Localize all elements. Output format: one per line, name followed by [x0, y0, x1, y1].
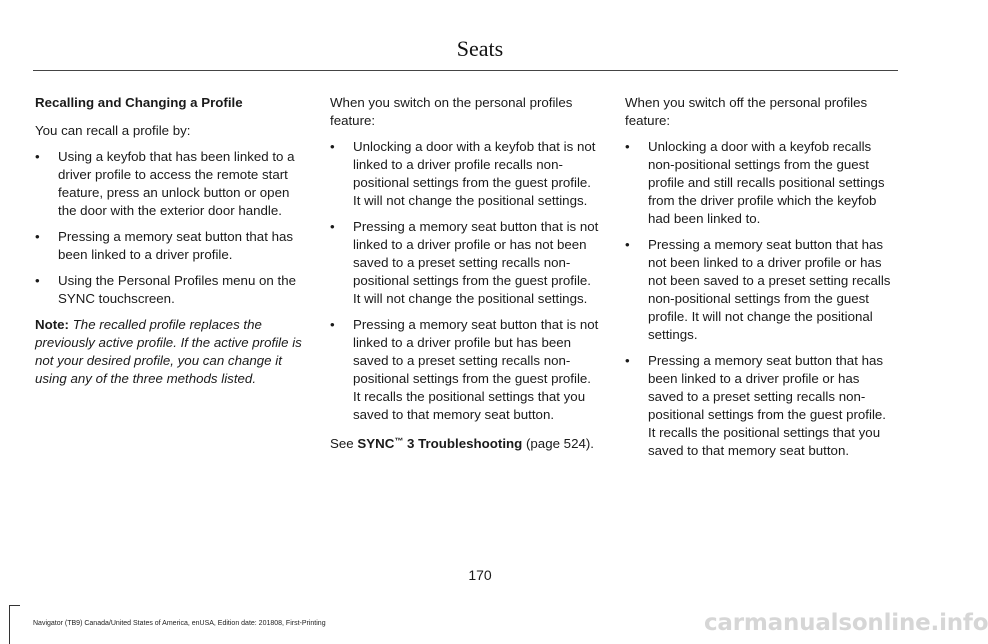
watermark-logo: carmanualsonline.info [704, 610, 988, 636]
crop-mark [9, 605, 20, 644]
page-number: 170 [468, 567, 492, 583]
link-text-rest: 3 Troubleshooting [407, 436, 523, 451]
bullet-glyph: • [625, 237, 630, 252]
list-item [625, 236, 895, 344]
bullet-glyph: • [35, 273, 40, 288]
bullet-glyph: • [625, 139, 630, 154]
list-item [35, 228, 305, 264]
list-item [625, 138, 895, 228]
note-label: Note: [35, 317, 69, 332]
see-prefix: See [330, 436, 354, 451]
bullet-glyph: • [330, 139, 335, 154]
bullet-glyph: • [35, 229, 40, 244]
intro-text: When you switch on the personal profiles feature: [330, 95, 573, 128]
list-item [35, 272, 305, 308]
footer-edition-text: Navigator (TB9) Canada/United States of America, enUSA, Edition date: 201808, First-Printing [33, 620, 326, 627]
bullet-glyph: • [625, 353, 630, 368]
trademark-symbol: ™ [394, 436, 404, 446]
list-item-text: Pressing a memory seat button that has been linked to a driver profile. [58, 229, 294, 262]
list-item-text: Pressing a memory seat button that is not linked to a driver profile but has been saved to a preset setting recalls non-positional settings from the guest profile. It recalls the positional settings that you saved to that memory seat button. [353, 317, 599, 422]
bullet-glyph: • [35, 149, 40, 164]
list-item [625, 352, 895, 460]
header-divider [33, 70, 898, 71]
intro-text: You can recall a profile by: [35, 123, 191, 138]
list-item-text: Pressing a memory seat button that is not linked to a driver profile or has not been saved to a preset setting recalls non-positional settings from the guest profile. It will not change the positional settings. [353, 219, 599, 306]
link-text: SYNC [357, 436, 395, 451]
bullet-list [35, 148, 305, 308]
see-suffix: (page 524). [525, 436, 594, 451]
list-item-text: Unlocking a door with a keyfob that is not linked to a driver profile recalls non-positional settings from the guest profile. It will not change the positional settings. [353, 139, 596, 208]
list-item [35, 148, 305, 220]
note [35, 316, 305, 388]
section-heading: Recalling and Changing a Profile [35, 95, 243, 110]
list-item-text: Pressing a memory seat button that has not been linked to a driver profile or has not been saved to a preset setting recalls non-positional settings from the guest profile. It will not change the positional settings. [648, 237, 891, 342]
bullet-list [625, 138, 895, 460]
cross-reference [330, 432, 600, 453]
bullet-glyph: • [330, 219, 335, 234]
column-1 [35, 94, 305, 396]
list-item-text: Pressing a memory seat button that has been linked to a driver profile or has saved to a preset setting recalls non-positional settings from the guest profile. It recalls the positional settings that you saved to that memory seat button. [648, 353, 886, 458]
list-item [330, 218, 600, 308]
list-item [330, 316, 600, 424]
bullet-list [330, 138, 600, 424]
page-title: Seats [456, 36, 504, 61]
column-2 [330, 94, 600, 461]
intro-text: When you switch off the personal profiles feature: [625, 95, 868, 128]
column-3 [625, 94, 895, 468]
list-item-text: Using the Personal Profiles menu on the SYNC touchscreen. [58, 273, 297, 306]
list-item-text: Using a keyfob that has been linked to a driver profile to access the remote start feature, press an unlock button or open the door with the exterior door handle. [58, 149, 295, 218]
note-text: The recalled profile replaces the previously active profile. If the active profile is not your desired profile, you can change it using any of the three methods listed. [35, 317, 302, 386]
bullet-glyph: • [330, 317, 335, 332]
list-item [330, 138, 600, 210]
list-item-text: Unlocking a door with a keyfob recalls non-positional settings from the guest profile and still recalls positional settings from the driver profile which the keyfob had been linked to. [648, 139, 885, 226]
cross-reference-link[interactable] [357, 436, 522, 451]
